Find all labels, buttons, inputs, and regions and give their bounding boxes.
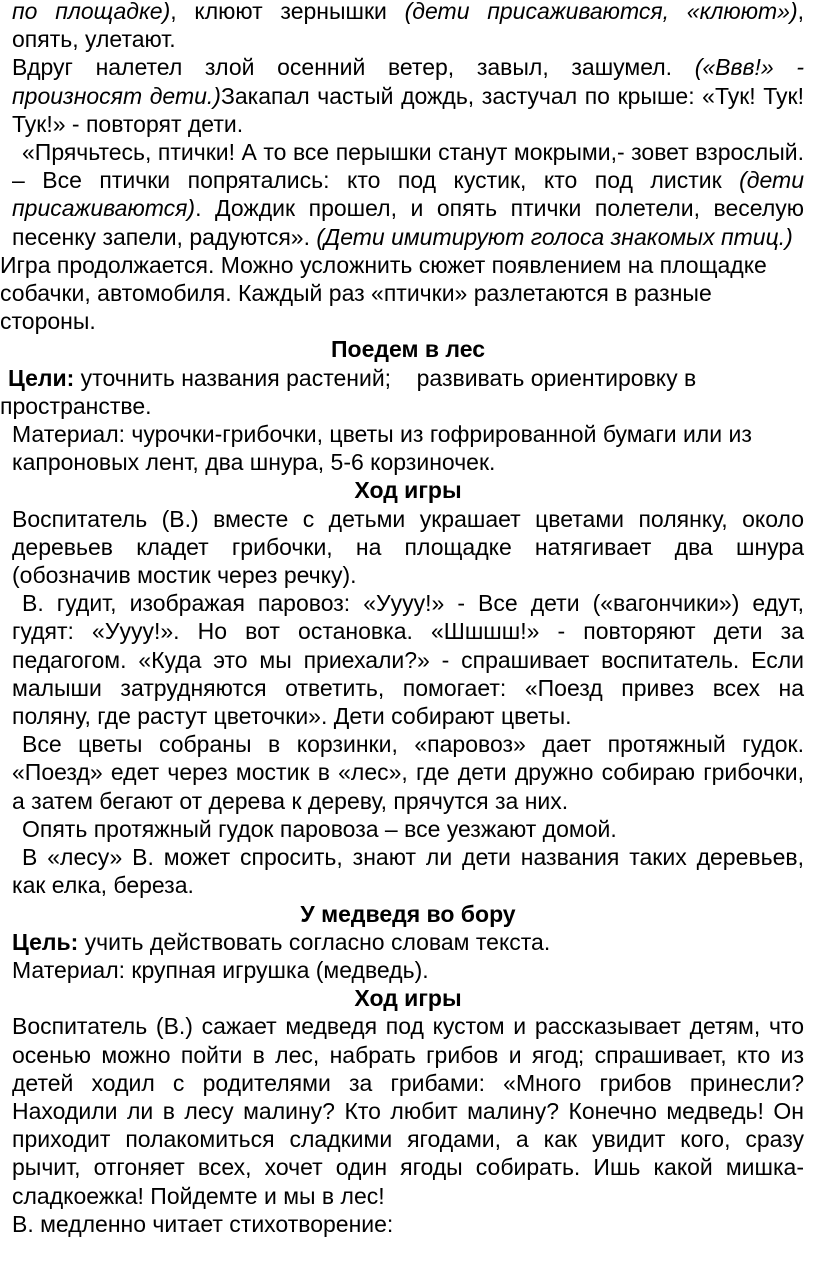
- text-fragment: «Прячьтесь, птички! А то все перышки станут мокрыми,- зовет взрослый. – Все птички попрятались: кто под кустик, кто под листик: [12, 139, 804, 194]
- intro-paragraph-4: Игра продолжается. Можно усложнить сюжет появлением на площадке собачки, автомобиля. Каждый раз «птички» разлетаются в разные стороны.: [0, 251, 767, 335]
- goal-text: уточнить названия растений; развивать ориентировку в пространстве.: [0, 364, 703, 419]
- game-paragraph: В «лесу» В. может спросить, знают ли дети названия таких деревьев, как елка, береза.: [12, 844, 804, 899]
- game-paragraph: Воспитатель (В.) сажает медведя под кустом и рассказывает детям, что осенью можно пойти в лес, набрать грибов и ягод; спрашивает, кто из детей ходил с родителями за грибами: «Много грибов принесли? Находили ли в лесу малину? Кто любит малину? Конечно медведь! Он приходит полакомиться сладкими ягодами, а как увидит кого, сразу рычит, отгоняет всех, хочет один ягоды собирать. Ишь какой мишка-сладкоежка! Пойдемте и мы в лес!: [12, 1013, 804, 1209]
- course-title: Ход игры: [354, 985, 462, 1012]
- stage-direction: (Дети имитируют голоса знакомых птиц.): [316, 223, 793, 250]
- game-paragraph: Воспитатель (В.) вместе с детьми украшает цветами полянку, около деревьев кладет грибочки, на площадке натягивает два шнура (обозначив мостик через речку).: [12, 505, 804, 589]
- goal-label: Цель:: [12, 928, 79, 955]
- game-material: Материал: крупная игрушка (медведь).: [12, 956, 429, 983]
- text-fragment: Закапал частый дождь, застучал по крыше: «Тук! Тук! Тук!» - повторят дети.: [12, 82, 804, 137]
- goal-text: учить действовать согласно словам текста.: [78, 928, 551, 955]
- game-paragraph: Все цветы собраны в корзинки, «паровоз» дает протяжный гудок. «Поезд» едет через мостик в «лес», где дети дружно собираю грибочки, а затем бегают от дерева к дереву, прячутся за них.: [12, 731, 804, 814]
- text-fragment: , клюют зернышки: [170, 0, 405, 24]
- game-paragraph: Опять протяжный гудок паровоза – все уезжают домой.: [22, 815, 617, 842]
- stage-direction: («Ввв!» - произносят дети.): [12, 54, 804, 109]
- text-fragment: Вдруг налетел злой осенний ветер, завыл, зашумел.: [12, 54, 695, 81]
- intro-paragraph-2: [0, 53, 816, 138]
- game-title: Поедем в лес: [331, 336, 485, 363]
- game-paragraph: В. гудит, изображая паровоз: «Уууу!» - Все дети («вагончики») едут, гудят: «Уууу!». Но вот остановка. «Шшшш!» - повторяют дети за педагогом. «Куда это мы приехали?» - спрашивает воспитатель. Если малыши затрудняются ответить, помогает: «Поезд привез всех на поляну, где растут цветочки». Дети собирают цветы.: [12, 590, 804, 730]
- course-title: Ход игры: [354, 477, 462, 504]
- stage-direction: (дети присаживаются): [12, 167, 804, 222]
- goal-label: Цели:: [8, 364, 75, 391]
- game-title: У медведя во бору: [300, 900, 516, 927]
- game-material: Материал: чурочки-грибочки, цветы из гофрированной бумаги или из капроновых лент, два шнура, 5-6 корзиночек.: [12, 421, 752, 476]
- intro-paragraph-1: [0, 0, 816, 53]
- text-fragment: , опять, улетают.: [12, 0, 804, 53]
- game-goal: [0, 928, 816, 956]
- game-goal: [0, 364, 816, 420]
- game-paragraph: В. медленно читает стихотворение:: [12, 1210, 394, 1237]
- stage-direction: (дети присаживаются, «клюют»): [404, 0, 798, 24]
- intro-paragraph-3: [0, 138, 816, 251]
- stage-direction: по площадке): [12, 0, 171, 24]
- text-fragment: . Дождик прошел, и опять птички полетели, веселую песенку запели, радуются».: [12, 195, 804, 250]
